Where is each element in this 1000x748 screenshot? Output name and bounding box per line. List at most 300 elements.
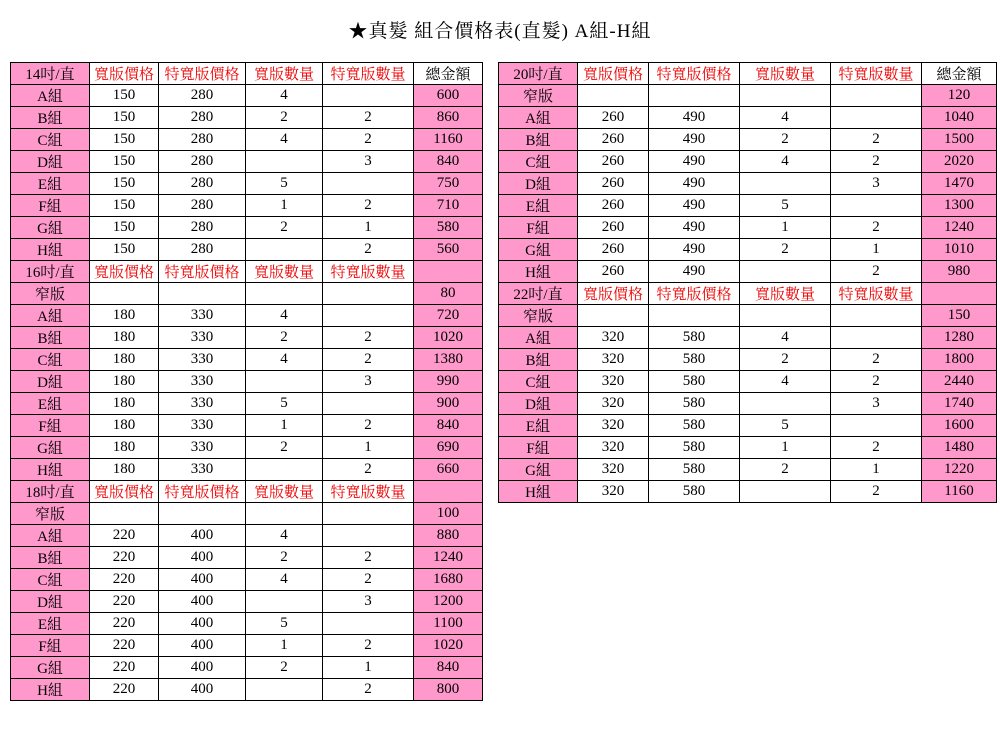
wide-qty-cell: 5	[740, 195, 831, 217]
column-header-cell: 特寬版數量	[323, 261, 414, 283]
extra-wide-price-cell: 580	[649, 415, 740, 437]
wide-price-cell: 220	[90, 613, 159, 635]
wide-price-cell: 180	[90, 371, 159, 393]
wide-price-cell: 150	[90, 151, 159, 173]
row-label-cell: D組	[11, 591, 90, 613]
wide-price-cell: 220	[90, 657, 159, 679]
extra-wide-price-cell: 400	[159, 657, 246, 679]
total-cell: 980	[922, 261, 997, 283]
extra-wide-qty-cell	[323, 283, 414, 305]
wide-qty-cell	[246, 503, 323, 525]
row-label-cell: E組	[11, 173, 90, 195]
wide-price-cell: 220	[90, 569, 159, 591]
data-row	[499, 107, 997, 129]
wide-price-cell: 260	[578, 173, 649, 195]
row-label-cell: E組	[11, 393, 90, 415]
data-row	[499, 481, 997, 503]
extra-wide-qty-cell: 3	[323, 151, 414, 173]
wide-qty-cell	[246, 679, 323, 701]
total-cell: 900	[414, 393, 483, 415]
total-header-cell	[922, 283, 997, 305]
wide-qty-cell	[740, 481, 831, 503]
extra-wide-price-cell: 490	[649, 195, 740, 217]
row-label-cell: A組	[11, 305, 90, 327]
extra-wide-price-cell: 280	[159, 195, 246, 217]
total-header-cell: 總金額	[922, 63, 997, 85]
extra-wide-qty-cell: 2	[323, 459, 414, 481]
wide-qty-cell	[246, 591, 323, 613]
extra-wide-qty-cell: 1	[323, 217, 414, 239]
extra-wide-price-cell: 330	[159, 327, 246, 349]
total-header-cell	[414, 261, 483, 283]
data-row	[11, 547, 483, 569]
wide-qty-cell: 2	[246, 327, 323, 349]
extra-wide-price-cell: 280	[159, 85, 246, 107]
data-row	[11, 349, 483, 371]
row-label-cell: A組	[11, 525, 90, 547]
column-header-cell: 寬版價格	[578, 283, 649, 305]
total-cell: 660	[414, 459, 483, 481]
column-header-cell: 寬版數量	[740, 283, 831, 305]
total-cell: 2020	[922, 151, 997, 173]
total-cell: 990	[414, 371, 483, 393]
extra-wide-price-cell: 330	[159, 415, 246, 437]
extra-wide-qty-cell	[831, 415, 922, 437]
total-cell: 1740	[922, 393, 997, 415]
total-cell: 840	[414, 415, 483, 437]
row-label-cell: H組	[499, 261, 578, 283]
total-cell: 840	[414, 657, 483, 679]
total-cell: 600	[414, 85, 483, 107]
row-label-cell: B組	[499, 349, 578, 371]
data-row	[499, 261, 997, 283]
data-row	[11, 591, 483, 613]
wide-qty-cell: 1	[246, 635, 323, 657]
row-label-cell: F組	[499, 217, 578, 239]
row-label-cell: E組	[499, 415, 578, 437]
total-cell: 1500	[922, 129, 997, 151]
wide-price-cell: 150	[90, 85, 159, 107]
data-row	[11, 327, 483, 349]
data-row	[11, 239, 483, 261]
wide-qty-cell	[246, 371, 323, 393]
wide-price-cell: 260	[578, 129, 649, 151]
wide-qty-cell: 2	[740, 349, 831, 371]
row-label-cell: B組	[11, 327, 90, 349]
wide-qty-cell: 5	[740, 415, 831, 437]
wide-qty-cell: 4	[246, 305, 323, 327]
extra-wide-qty-cell	[323, 503, 414, 525]
total-cell: 1220	[922, 459, 997, 481]
column-header-cell: 特寬版價格	[159, 261, 246, 283]
extra-wide-price-cell: 280	[159, 173, 246, 195]
extra-wide-qty-cell: 2	[323, 635, 414, 657]
row-label-cell: D組	[11, 151, 90, 173]
row-label-cell: C組	[11, 349, 90, 371]
wide-price-cell: 180	[90, 327, 159, 349]
data-row	[499, 371, 997, 393]
total-cell: 800	[414, 679, 483, 701]
extra-wide-qty-cell: 2	[831, 217, 922, 239]
extra-wide-price-cell: 400	[159, 635, 246, 657]
wide-price-cell: 260	[578, 107, 649, 129]
extra-wide-price-cell: 580	[649, 327, 740, 349]
data-row	[11, 305, 483, 327]
data-row	[11, 393, 483, 415]
section-header-row	[499, 283, 997, 305]
column-header-cell: 寬版數量	[246, 261, 323, 283]
wide-price-cell: 320	[578, 415, 649, 437]
extra-wide-qty-cell: 2	[323, 327, 414, 349]
extra-wide-price-cell: 330	[159, 437, 246, 459]
section-header-row	[11, 261, 483, 283]
total-cell: 150	[922, 305, 997, 327]
extra-wide-qty-cell	[831, 195, 922, 217]
wide-price-cell: 150	[90, 195, 159, 217]
wide-price-cell	[578, 85, 649, 107]
extra-wide-qty-cell: 3	[831, 173, 922, 195]
row-label-cell: F組	[499, 437, 578, 459]
extra-wide-qty-cell	[831, 85, 922, 107]
extra-wide-price-cell	[159, 283, 246, 305]
extra-wide-price-cell: 580	[649, 393, 740, 415]
wide-qty-cell: 2	[246, 657, 323, 679]
total-cell: 1200	[414, 591, 483, 613]
extra-wide-price-cell: 490	[649, 239, 740, 261]
data-row	[11, 459, 483, 481]
wide-qty-cell: 5	[246, 393, 323, 415]
extra-wide-price-cell: 400	[159, 591, 246, 613]
row-label-cell: 窄版	[11, 283, 90, 305]
extra-wide-price-cell: 490	[649, 261, 740, 283]
wide-qty-cell: 4	[246, 349, 323, 371]
wide-qty-cell: 2	[246, 217, 323, 239]
wide-price-cell: 320	[578, 349, 649, 371]
extra-wide-qty-cell: 2	[323, 129, 414, 151]
wide-qty-cell: 4	[246, 569, 323, 591]
row-label-cell: G組	[11, 437, 90, 459]
extra-wide-price-cell: 330	[159, 305, 246, 327]
total-cell: 1480	[922, 437, 997, 459]
wide-price-cell: 150	[90, 107, 159, 129]
extra-wide-qty-cell	[323, 525, 414, 547]
extra-wide-price-cell	[159, 503, 246, 525]
extra-wide-price-cell	[649, 305, 740, 327]
extra-wide-price-cell: 400	[159, 679, 246, 701]
wide-qty-cell: 2	[740, 129, 831, 151]
section-header-row	[499, 63, 997, 85]
extra-wide-qty-cell: 2	[831, 129, 922, 151]
extra-wide-price-cell: 330	[159, 393, 246, 415]
data-row	[11, 173, 483, 195]
wide-price-cell: 320	[578, 481, 649, 503]
extra-wide-qty-cell: 2	[323, 415, 414, 437]
row-label-cell: G組	[11, 217, 90, 239]
wide-qty-cell: 4	[740, 327, 831, 349]
row-label-cell: H組	[11, 239, 90, 261]
extra-wide-price-cell: 580	[649, 481, 740, 503]
data-row	[499, 327, 997, 349]
row-label-cell: G組	[499, 459, 578, 481]
total-cell: 1470	[922, 173, 997, 195]
extra-wide-price-cell: 330	[159, 371, 246, 393]
extra-wide-qty-cell: 2	[831, 349, 922, 371]
wide-qty-cell: 2	[246, 547, 323, 569]
extra-wide-qty-cell: 1	[831, 459, 922, 481]
column-header-cell: 特寬版數量	[831, 63, 922, 85]
row-label-cell: C組	[499, 151, 578, 173]
extra-wide-qty-cell: 2	[323, 239, 414, 261]
price-grid	[10, 62, 483, 701]
column-header-cell: 特寬版數量	[323, 63, 414, 85]
total-cell: 750	[414, 173, 483, 195]
wide-price-cell: 320	[578, 371, 649, 393]
data-row	[11, 635, 483, 657]
data-row	[11, 437, 483, 459]
total-cell: 1020	[414, 635, 483, 657]
extra-wide-qty-cell: 3	[323, 591, 414, 613]
extra-wide-price-cell: 330	[159, 349, 246, 371]
extra-wide-qty-cell: 2	[323, 107, 414, 129]
wide-qty-cell: 1	[246, 195, 323, 217]
total-cell: 120	[922, 85, 997, 107]
wide-qty-cell: 4	[246, 85, 323, 107]
page-title: ★真髮 組合價格表(直髮) A組-H組	[348, 21, 652, 42]
total-cell: 1020	[414, 327, 483, 349]
wide-qty-cell	[740, 305, 831, 327]
wide-qty-cell	[246, 239, 323, 261]
wide-qty-cell	[246, 283, 323, 305]
wide-price-cell: 220	[90, 679, 159, 701]
data-row	[11, 569, 483, 591]
wide-qty-cell: 4	[246, 129, 323, 151]
row-label-cell: 窄版	[499, 305, 578, 327]
row-label-cell: D組	[499, 393, 578, 415]
data-row	[11, 613, 483, 635]
column-header-cell: 寬版數量	[246, 481, 323, 503]
data-row	[11, 415, 483, 437]
extra-wide-price-cell: 280	[159, 217, 246, 239]
wide-qty-cell: 4	[246, 525, 323, 547]
total-header-cell: 總金額	[414, 63, 483, 85]
wide-qty-cell: 4	[740, 107, 831, 129]
wide-price-cell: 220	[90, 591, 159, 613]
price-grid	[498, 62, 997, 503]
column-header-cell: 特寬版價格	[159, 63, 246, 85]
extra-wide-qty-cell	[323, 85, 414, 107]
data-row	[11, 217, 483, 239]
wide-price-cell: 180	[90, 415, 159, 437]
wide-qty-cell: 2	[740, 239, 831, 261]
extra-wide-qty-cell: 2	[323, 569, 414, 591]
extra-wide-qty-cell: 3	[831, 393, 922, 415]
total-cell: 580	[414, 217, 483, 239]
wide-qty-cell	[246, 459, 323, 481]
data-row	[11, 195, 483, 217]
row-label-cell: C組	[11, 129, 90, 151]
row-label-cell: D組	[499, 173, 578, 195]
extra-wide-price-cell: 400	[159, 525, 246, 547]
extra-wide-qty-cell: 2	[831, 261, 922, 283]
column-header-cell: 寬版價格	[90, 261, 159, 283]
wide-price-cell: 260	[578, 261, 649, 283]
extra-wide-price-cell	[649, 85, 740, 107]
wide-price-cell: 150	[90, 173, 159, 195]
section-header-row	[11, 63, 483, 85]
extra-wide-price-cell: 490	[649, 173, 740, 195]
column-header-cell: 寬版價格	[578, 63, 649, 85]
row-label-cell: F組	[11, 415, 90, 437]
wide-price-cell: 220	[90, 547, 159, 569]
extra-wide-price-cell: 580	[649, 371, 740, 393]
data-row	[499, 437, 997, 459]
row-label-cell: B組	[11, 547, 90, 569]
column-header-cell: 特寬版數量	[831, 283, 922, 305]
row-label-cell: G組	[499, 239, 578, 261]
extra-wide-qty-cell: 2	[323, 195, 414, 217]
extra-wide-qty-cell: 3	[323, 371, 414, 393]
column-header-cell: 特寬版價格	[159, 481, 246, 503]
extra-wide-price-cell: 280	[159, 107, 246, 129]
wide-price-cell: 150	[90, 217, 159, 239]
total-cell: 2440	[922, 371, 997, 393]
row-label-cell: 窄版	[499, 85, 578, 107]
row-label-cell: D組	[11, 371, 90, 393]
column-header-cell: 特寬版價格	[649, 63, 740, 85]
extra-wide-price-cell: 280	[159, 129, 246, 151]
extra-wide-qty-cell: 2	[323, 349, 414, 371]
extra-wide-price-cell: 580	[649, 459, 740, 481]
total-cell: 690	[414, 437, 483, 459]
row-label-cell: H組	[499, 481, 578, 503]
data-row	[11, 657, 483, 679]
extra-wide-qty-cell: 2	[831, 371, 922, 393]
column-header-cell: 寬版價格	[90, 481, 159, 503]
wide-qty-cell	[740, 85, 831, 107]
data-row	[11, 129, 483, 151]
data-row	[11, 371, 483, 393]
wide-price-cell: 260	[578, 195, 649, 217]
total-cell: 1300	[922, 195, 997, 217]
row-label-cell: H組	[11, 459, 90, 481]
section-title-cell: 22吋/直	[499, 283, 578, 305]
extra-wide-price-cell: 490	[649, 107, 740, 129]
data-row	[499, 129, 997, 151]
total-cell: 880	[414, 525, 483, 547]
wide-price-cell: 320	[578, 437, 649, 459]
row-label-cell: E組	[11, 613, 90, 635]
wide-qty-cell: 2	[246, 437, 323, 459]
extra-wide-qty-cell	[323, 173, 414, 195]
data-row	[499, 305, 997, 327]
row-label-cell: B組	[11, 107, 90, 129]
extra-wide-price-cell: 400	[159, 613, 246, 635]
data-row	[499, 217, 997, 239]
data-row	[11, 503, 483, 525]
extra-wide-qty-cell: 2	[831, 151, 922, 173]
extra-wide-qty-cell: 2	[323, 547, 414, 569]
total-cell: 1800	[922, 349, 997, 371]
total-cell: 1040	[922, 107, 997, 129]
section-title-cell: 14吋/直	[11, 63, 90, 85]
section-title-cell: 20吋/直	[499, 63, 578, 85]
wide-price-cell: 320	[578, 393, 649, 415]
wide-price-cell	[578, 305, 649, 327]
wide-price-cell: 180	[90, 349, 159, 371]
wide-price-cell: 180	[90, 437, 159, 459]
row-label-cell: F組	[11, 195, 90, 217]
wide-price-cell: 180	[90, 459, 159, 481]
data-row	[499, 393, 997, 415]
row-label-cell: F組	[11, 635, 90, 657]
extra-wide-price-cell: 280	[159, 239, 246, 261]
data-row	[11, 679, 483, 701]
wide-price-cell: 220	[90, 635, 159, 657]
total-cell: 100	[414, 503, 483, 525]
extra-wide-qty-cell	[323, 613, 414, 635]
total-cell: 1240	[414, 547, 483, 569]
row-label-cell: B組	[499, 129, 578, 151]
column-header-cell: 寬版數量	[246, 63, 323, 85]
data-row	[11, 151, 483, 173]
wide-price-cell: 180	[90, 305, 159, 327]
extra-wide-price-cell: 400	[159, 569, 246, 591]
data-row	[499, 173, 997, 195]
wide-qty-cell: 5	[246, 173, 323, 195]
section-title-cell: 18吋/直	[11, 481, 90, 503]
data-row	[499, 239, 997, 261]
total-cell: 1160	[414, 129, 483, 151]
wide-price-cell	[90, 283, 159, 305]
wide-price-cell: 320	[578, 327, 649, 349]
total-cell: 80	[414, 283, 483, 305]
extra-wide-price-cell: 490	[649, 151, 740, 173]
wide-price-cell: 260	[578, 239, 649, 261]
extra-wide-qty-cell	[323, 305, 414, 327]
wide-price-cell: 150	[90, 129, 159, 151]
extra-wide-price-cell: 490	[649, 217, 740, 239]
total-cell: 560	[414, 239, 483, 261]
wide-qty-cell: 5	[246, 613, 323, 635]
total-cell: 1100	[414, 613, 483, 635]
wide-qty-cell: 1	[246, 415, 323, 437]
wide-qty-cell: 1	[740, 437, 831, 459]
column-header-cell: 特寬版數量	[323, 481, 414, 503]
wide-price-cell: 320	[578, 459, 649, 481]
wide-qty-cell	[740, 173, 831, 195]
row-label-cell: C組	[11, 569, 90, 591]
total-cell: 720	[414, 305, 483, 327]
total-header-cell	[414, 481, 483, 503]
row-label-cell: A組	[11, 85, 90, 107]
extra-wide-qty-cell	[831, 327, 922, 349]
total-cell: 1160	[922, 481, 997, 503]
wide-price-cell: 150	[90, 239, 159, 261]
wide-price-cell: 260	[578, 151, 649, 173]
data-row	[11, 525, 483, 547]
total-cell: 1680	[414, 569, 483, 591]
column-header-cell: 特寬版價格	[649, 283, 740, 305]
data-row	[499, 85, 997, 107]
column-header-cell: 寬版數量	[740, 63, 831, 85]
row-label-cell: E組	[499, 195, 578, 217]
total-cell: 1380	[414, 349, 483, 371]
extra-wide-price-cell: 580	[649, 437, 740, 459]
extra-wide-qty-cell: 2	[831, 437, 922, 459]
total-cell: 840	[414, 151, 483, 173]
row-label-cell: 窄版	[11, 503, 90, 525]
data-row	[499, 151, 997, 173]
